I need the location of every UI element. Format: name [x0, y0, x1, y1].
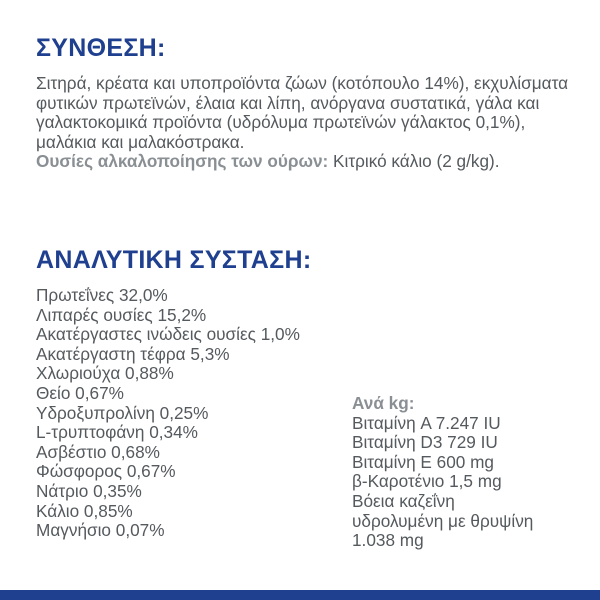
urinary-alkalizer-label: Ουσίες αλκαλοποίησης των ούρων: [36, 151, 329, 172]
composition-heading: ΣΥΝΘΕΣΗ: [36, 34, 166, 62]
per-kg-item: Βιταμίνη D3 729 IU [352, 432, 498, 453]
analysis-item: Θείο 0,67% [36, 382, 124, 403]
composition-body: Σιτηρά, κρέατα και υποπροϊόντα ζώων (κοτόπουλο 14%), εκχυλίσματα φυτικών πρωτεϊνών, έλαια και λίπη, ανόργανα συστατικά, γάλα και γαλακτοκομικά προϊόντα (υδρόλυμα πρωτεϊνών γάλακτος 0,1%), μαλάκια και μαλακόστρακα. [36, 73, 569, 152]
analysis-item: Πρωτεΐνες 32,0% [36, 285, 168, 305]
analysis-item: L-τρυπτοφάνη 0,34% [36, 422, 198, 443]
analysis-item: Κάλιο 0,85% [36, 500, 133, 521]
per-kg-item: Βόεια καζεΐνη [352, 490, 455, 511]
per-kg-block [352, 394, 592, 551]
analysis-item: Ασβέστιο 0,68% [36, 441, 160, 462]
per-kg-item: υδρολυμένη με θρυψίνη [352, 510, 534, 531]
analysis-item: Υδροξυπρολίνη 0,25% [36, 402, 209, 423]
footer-band [0, 590, 600, 600]
analysis-list [36, 286, 300, 541]
analysis-item: Νάτριο 0,35% [36, 480, 142, 501]
analysis-item: Ακατέργαστη τέφρα 5,3% [36, 343, 230, 364]
analysis-item: Φώσφορος 0,67% [36, 461, 176, 482]
analysis-item: Ακατέργαστες ινώδεις ουσίες 1,0% [36, 324, 300, 345]
per-kg-title: Ανά kg: [352, 393, 415, 413]
per-kg-item: β-Καροτένιο 1,5 mg [352, 471, 502, 492]
per-kg-item: 1.038 mg [352, 530, 424, 551]
analysis-item: Λιπαρές ουσίες 15,2% [36, 304, 207, 325]
analysis-item: Χλωριούχα 0,88% [36, 363, 174, 384]
per-kg-list [352, 414, 592, 551]
analysis-heading: ΑΝΑΛΥΤΙΚΗ ΣΥΣΤΑΣΗ: [36, 246, 312, 274]
analysis-item: Μαγνήσιο 0,07% [36, 520, 165, 541]
per-kg-item: Βιταμίνη E 600 mg [352, 451, 494, 472]
composition-text [36, 74, 581, 172]
per-kg-item: Βιταμίνη A 7.247 IU [352, 412, 501, 433]
urinary-alkalizer-value: Κιτρικό κάλιο (2 g/kg). [328, 151, 500, 172]
